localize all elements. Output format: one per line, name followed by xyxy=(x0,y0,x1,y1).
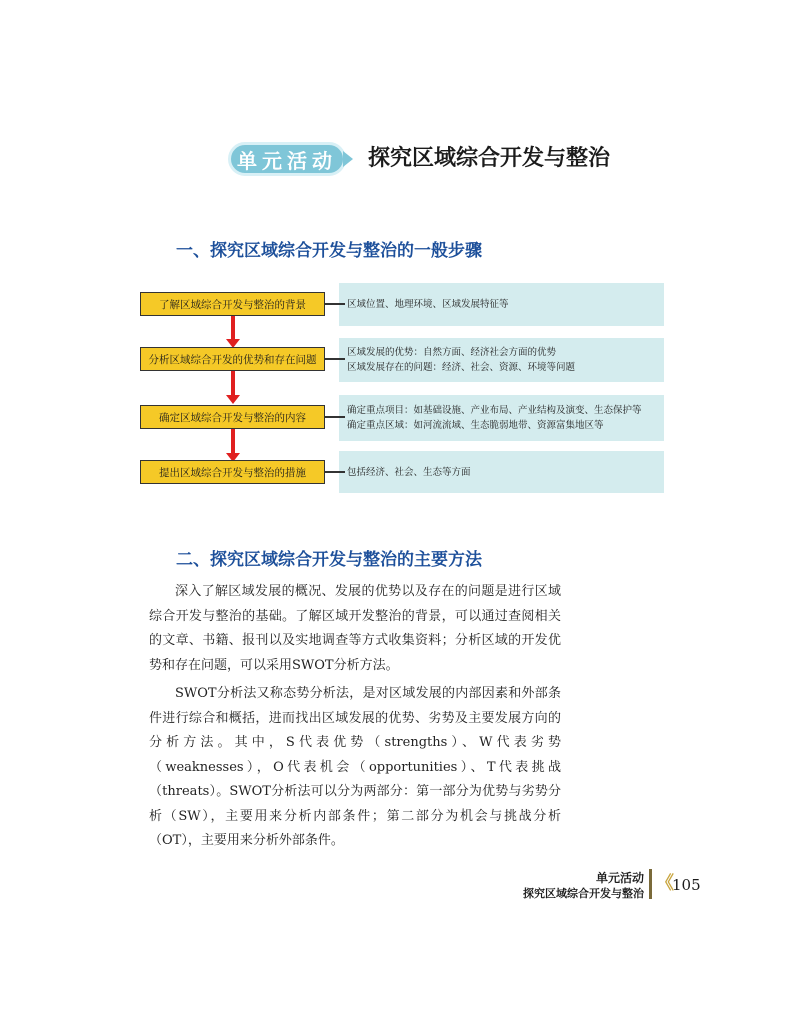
page-number: 105 xyxy=(672,876,701,894)
step-detail-panel xyxy=(339,338,664,382)
step-box: 分析区域综合开发的优势和存在问题 xyxy=(140,347,325,371)
step-box: 提出区域综合开发与整治的措施 xyxy=(140,460,325,484)
footer-unit-label: 单元活动 xyxy=(595,871,644,885)
step-detail-text: 确定重点项目：如基础设施、产业布局、产业结构及演变、生态保护等 xyxy=(347,405,642,416)
step-detail-text: 包括经济、社会、生态等方面 xyxy=(347,466,471,478)
body-text xyxy=(149,580,561,854)
badge-pointer-icon xyxy=(343,151,353,167)
section-heading-steps: 一、探究区域综合开发与整治的一般步骤 xyxy=(176,241,482,261)
step-detail-text: 区域发展存在的问题：经济、社会、资源、环境等问题 xyxy=(347,362,576,373)
paragraph: SWOT分析法又称态势分析法，是对区域发展的内部因素和外部条件进行综合和概括，进而找出区域发展的优势、劣势及主要发展方向的分析方法。其中，S代表优势（strengths）、W代表劣势（weaknesses），O代表机会（opportunities）、T代表挑战（threats）。SWOT分析法可以分为两部分：第一部分为优势与劣势分析（SW），主要用来分析内部条件；第二部分为机会与挑战分析（OT），主要用来分析外部条件。 xyxy=(149,686,561,848)
step-box: 确定区域综合开发与整治的内容 xyxy=(140,405,325,429)
footer-divider xyxy=(649,869,652,899)
down-arrow-icon xyxy=(231,429,235,454)
step-connector xyxy=(325,416,345,418)
unit-activity-badge: 单元活动 xyxy=(228,142,346,176)
down-arrow-icon xyxy=(231,316,235,340)
paragraph: 深入了解区域发展的概况、发展的优势以及存在的问题是进行区域综合开发与整治的基础。了解区域开发整治的背景，可以通过查阅相关的文章、书籍、报刊以及实地调查等方式收集资料；分析区域的开发优势和存在问题，可以采用SWOT分析方法。 xyxy=(149,584,561,673)
section-heading-methods: 二、探究区域综合开发与整治的主要方法 xyxy=(176,550,482,570)
step-detail-panel xyxy=(339,283,664,326)
step-detail-panel xyxy=(339,451,664,493)
step-connector xyxy=(325,358,345,360)
step-connector xyxy=(325,303,345,305)
step-detail-panel xyxy=(339,395,664,441)
step-box: 了解区域综合开发与整治的背景 xyxy=(140,292,325,316)
footer-title-label: 探究区域综合开发与整治 xyxy=(523,887,644,900)
down-arrow-icon xyxy=(231,371,235,396)
page-title: 探究区域综合开发与整治 xyxy=(368,146,611,171)
chevron-left-icon: 《 xyxy=(656,873,674,894)
step-detail-text: 确定重点区域：如河流流域、生态脆弱地带、资源富集地区等 xyxy=(347,420,604,431)
step-detail-text: 区域位置、地理环境、区域发展特征等 xyxy=(347,299,509,310)
step-connector xyxy=(325,471,345,473)
step-detail-text: 区域发展的优势：自然方面、经济社会方面的优势 xyxy=(347,347,557,358)
